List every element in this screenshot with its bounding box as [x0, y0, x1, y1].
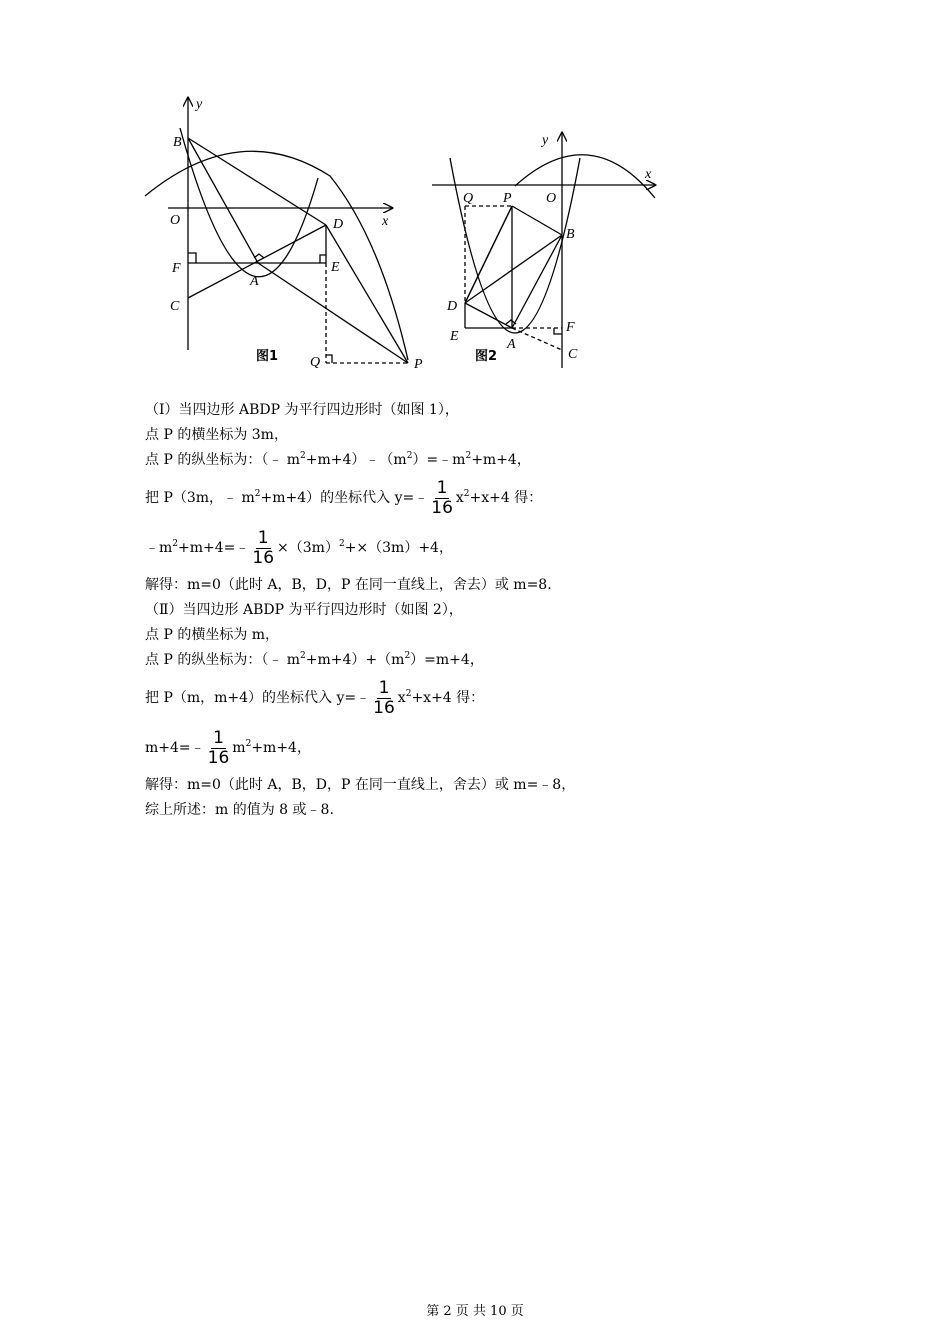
- line-3: 点 P 的纵坐标为：（﹣ $m^2+m+4)﹣(m^2)=﹣m^2+m+4$，: [145, 451, 531, 468]
- fig1-segment-AP: [258, 263, 408, 363]
- fig2-label-y: y: [542, 133, 549, 148]
- fig1-label-O: O: [170, 213, 181, 228]
- figure-2-labels: [446, 133, 652, 364]
- fig1-label-y: y: [196, 97, 203, 112]
- fig2-segment-DA: [465, 303, 512, 328]
- fig1-right-angle-Q: [326, 355, 332, 363]
- geometry-figures: [130, 88, 670, 378]
- solution-text: [145, 398, 845, 823]
- fig1-parabola-down: [145, 151, 408, 360]
- fraction: $\frac{1}{16}$: [207, 727, 230, 768]
- line-5: $﹣m^2+m+4=﹣$ $\frac{1}{16}$ $\times(3m)^2+\times(3m)+4$，: [145, 527, 453, 568]
- figure-1-labels: [170, 97, 423, 372]
- fig1-right-angle-F: [188, 253, 196, 263]
- fig2-segment-DB: [465, 235, 562, 303]
- fraction: $\frac{1}{16}$: [431, 477, 453, 518]
- fig1-label-A: A: [250, 274, 259, 289]
- fig2-label-E: E: [450, 329, 459, 344]
- line-7: （Ⅱ）当四边形 ABDP 为平行四边形时（如图 2），: [145, 602, 463, 618]
- line-1: （Ⅰ）当四边形 ABDP 为平行四边形时（如图 1），: [145, 402, 459, 418]
- line-11: m+4=﹣ $\frac{1}{16}$ $m^2+m+4$，: [145, 727, 311, 768]
- fig1-label-D: D: [333, 217, 344, 232]
- fig2-right-angle-F: [554, 328, 562, 334]
- fraction: $\frac{1}{16}$: [252, 527, 275, 568]
- line-10: 把 P（m，m+4）的坐标代入 y=﹣ $\frac{1}{16}$ $x^2+x+4$ 得：: [145, 677, 485, 718]
- fig1-caption: 图1: [256, 349, 279, 364]
- line-8: 点 P 的横坐标为 m，: [145, 627, 280, 643]
- figures: [130, 88, 670, 382]
- fig2-parabola-down: [515, 155, 655, 198]
- fig2-segment-PB: [512, 206, 562, 235]
- fig1-right-angle-A: [254, 254, 264, 258]
- fig1-label-P: P: [414, 357, 423, 372]
- fig2-label-x: x: [645, 167, 652, 182]
- fig1-label-C: C: [170, 299, 180, 314]
- fig1-segment-DP: [326, 225, 408, 363]
- line-6: 解得：m=0（此时 A，B，D，P 在同一直线上，舍去）或 m=8.: [145, 577, 552, 593]
- fraction: $\frac{1}{16}$: [373, 677, 395, 718]
- fig1-label-Q: Q: [310, 355, 321, 370]
- fig2-caption: 图2: [475, 349, 498, 364]
- fig1-label-F: F: [172, 261, 181, 276]
- fig1-parabola-up: [180, 128, 318, 277]
- fig2-right-angle-A: [506, 320, 516, 324]
- fig1-label-E: E: [331, 260, 340, 275]
- line-4: 把 P（3m，﹣ $m^2+m+4$）的坐标代入 y=﹣ $\frac{1}{16}$ $x^2+x+4$ 得：: [145, 477, 543, 518]
- line-13: 综上所述：m 的值为 8 或﹣8.: [145, 802, 334, 818]
- fig1-label-B: B: [173, 135, 182, 150]
- fig2-label-Q: Q: [463, 191, 474, 206]
- fig2-label-D: D: [447, 299, 458, 314]
- fig1-label-x: x: [382, 214, 389, 229]
- fig2-label-O: O: [546, 191, 557, 206]
- fig2-label-P: P: [503, 191, 512, 206]
- figure-1: [145, 98, 408, 363]
- fig1-right-angle-E: [320, 255, 326, 263]
- page-footer: 第 2 页 共 10 页: [426, 1304, 524, 1319]
- fig2-label-F: F: [566, 320, 575, 335]
- fig2-label-C: C: [568, 347, 578, 362]
- line-9: 点 P 的纵坐标为：（﹣ $m^2+m+4)+(m^2)=m+4$，: [145, 651, 484, 668]
- line-12: 解得：m=0（此时 A，B，D，P 在同一直线上，舍去）或 m=﹣8，: [145, 777, 576, 793]
- fig2-label-A: A: [507, 337, 516, 352]
- line-2: 点 P 的横坐标为 3m，: [145, 427, 288, 443]
- fig2-parabola-up: [450, 158, 580, 333]
- fig2-label-B: B: [566, 227, 575, 242]
- figure-2: [432, 133, 655, 368]
